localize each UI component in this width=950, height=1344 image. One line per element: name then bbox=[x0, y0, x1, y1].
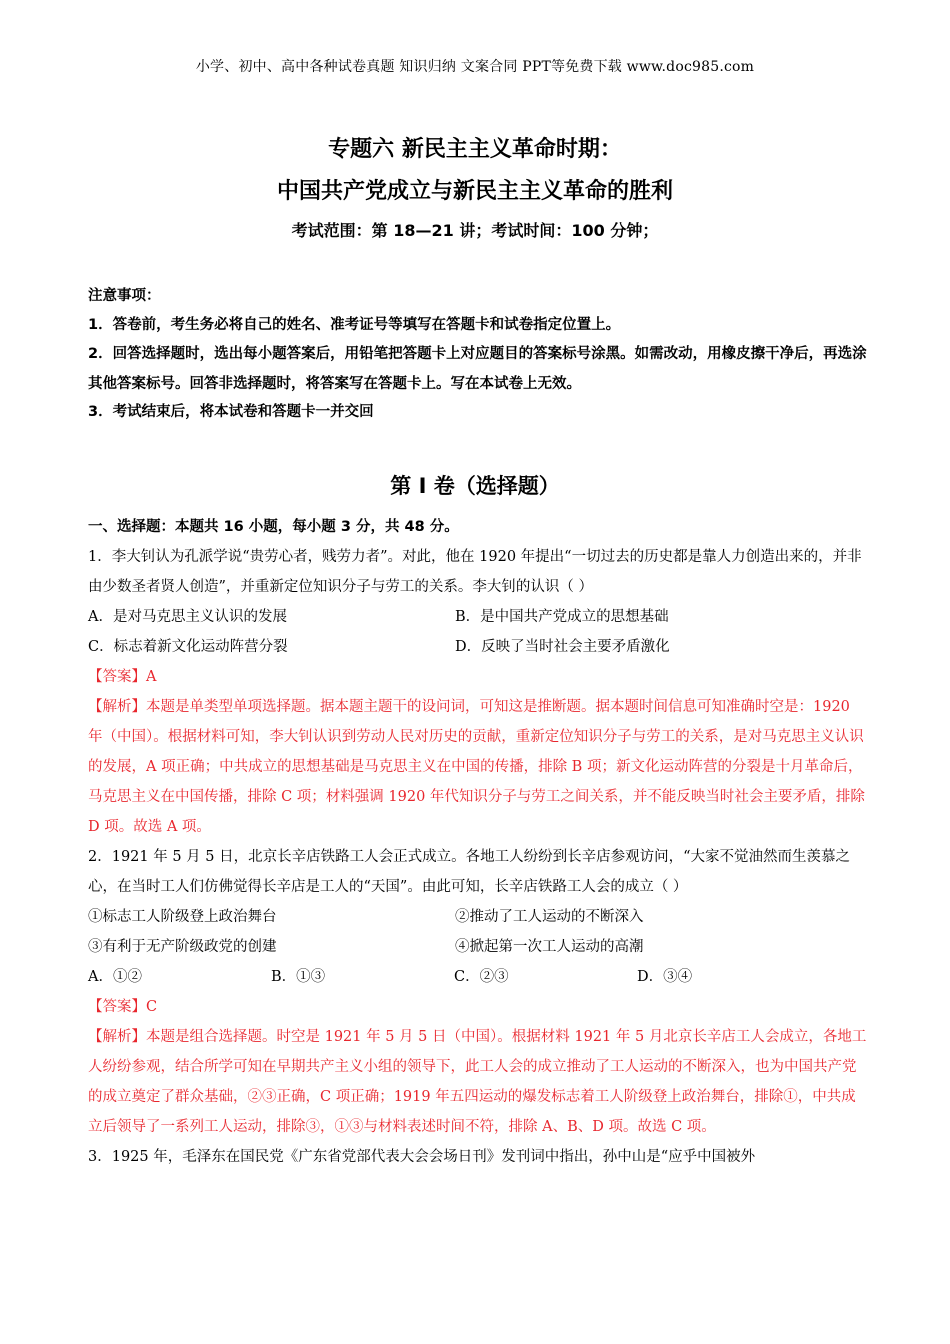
notice-item-2: 2．回答选择题时，选出每小题答案后，用铅笔把答题卡上对应题目的答案标号涂黑。如需改动，用橡皮擦干净后，再选涂其他答案标号。回答非选择题时，将答案写在答题卡上。写在本试卷上无效。 bbox=[88, 346, 867, 392]
title-line-2: 中国共产党成立与新民主主义革命的胜利 bbox=[276, 179, 673, 204]
notice-item-3: 3．考试结束后，将本试卷和答题卡一并交回 bbox=[88, 404, 374, 420]
question-2-option-a: A．①② bbox=[88, 969, 142, 985]
question-2-analysis: 【解析】本题是组合选择题。时空是 1921 年 5 月 5 日（中国）。根据材料 1921 年 5 月北京长辛店工人会成立，各地工人纷纷参观，结合所学可知在早期共产主义小组的领导下，此工人会的成立推动了工人运动的不断深入，也为中国共产党的成立奠定了群众基础，②③正确，C 项正确；1919 年五四运动的爆发标志着工人阶级登上政治舞台，排除①，中共成立后领导了一系列工人运动，排除③，①③与材料表述时间不符，排除 A、B、D 项。故选 C 项。 bbox=[88, 1029, 867, 1135]
question-2-statement-3: ③有利于无产阶级政党的创建 bbox=[88, 939, 277, 955]
title-line-1: 专题六 新民主主义革命时期： bbox=[328, 137, 622, 162]
question-3-stem: 3．1925 年，毛泽东在国民党《广东省党部代表大会会场日刊》发刊词中指出，孙中山是“应乎中国被外 bbox=[88, 1149, 756, 1165]
question-1-options-row-2 bbox=[88, 632, 868, 662]
question-2-stem: 2．1921 年 5 月 5 日，北京长辛店铁路工人会正式成立。各地工人纷纷到长辛店参观访问，“大家不觉油然而生羡慕之心，在当时工人们仿佛觉得长辛店是工人的“天国”。由此可知，长辛店铁路工人会的成立（ ） bbox=[88, 849, 851, 895]
question-2-option-b: B．①③ bbox=[271, 969, 326, 985]
question-1-options-row-1 bbox=[88, 602, 868, 632]
question-2-option-d: D．③④ bbox=[637, 969, 693, 985]
question-1-stem: 1．李大钊认为孔派学说“贵劳心者，贱劳力者”。对此，他在 1920 年提出“一切过去的历史都是靠人力创造出来的，并非由少数圣者贤人创造”，并重新定位知识分子与劳工的关系。李大钊的认识（ ） bbox=[88, 549, 862, 595]
question-2-statements-row-1 bbox=[88, 902, 868, 932]
notice-heading: 注意事项： bbox=[88, 288, 161, 304]
notice-item-1: 1．答卷前，考生务必将自己的姓名、准考证号等填写在答题卡和试卷指定位置上。 bbox=[88, 317, 621, 333]
question-2-statement-4: ④掀起第一次工人运动的高潮 bbox=[455, 939, 644, 955]
exam-scope: 考试范围：第 18—21 讲；考试时间：100 分钟； bbox=[291, 221, 659, 240]
section-title: 第 I 卷（选择题） bbox=[390, 474, 560, 498]
questions-content bbox=[88, 512, 868, 1172]
question-1-answer: 【答案】A bbox=[88, 669, 157, 685]
question-1-option-c: C．标志着新文化运动阵营分裂 bbox=[88, 639, 288, 655]
question-2-option-c: C．②③ bbox=[454, 969, 509, 985]
question-1-analysis: 【解析】本题是单类型单项选择题。据本题主题干的设问词，可知这是推断题。据本题时间信息可知准确时空是：1920 年（中国）。根据材料可知，李大钊认识到劳动人民对历史的贡献，重新定位知识分子与劳工的关系，是对马克思主义认识的发展，A 项正确；中共成立的思想基础是马克思主义在中国的传播，排除 B 项；新文化运动阵营的分裂是十月革命后，马克思主义在中国传播，排除 C 项；材料强调 1920 年代知识分子与劳工之间关系，并不能反映当时社会主要矛盾，排除 D 项。故选 A 项。 bbox=[88, 699, 865, 835]
site-header: 小学、初中、高中各种试卷真题 知识归纳 文案合同 PPT等免费下载 www.doc985.com bbox=[195, 59, 755, 75]
question-2-options bbox=[88, 962, 868, 992]
question-1-option-d: D．反映了当时社会主要矛盾激化 bbox=[455, 639, 670, 655]
part-heading: 一、选择题：本题共 16 小题，每小题 3 分，共 48 分。 bbox=[88, 519, 459, 535]
question-2-statements-row-2 bbox=[88, 932, 868, 962]
question-2-statement-2: ②推动了工人运动的不断深入 bbox=[455, 909, 644, 925]
question-2-statement-1: ①标志工人阶级登上政治舞台 bbox=[88, 909, 277, 925]
question-2-answer: 【答案】C bbox=[88, 999, 158, 1015]
question-1-option-a: A．是对马克思主义认识的发展 bbox=[88, 609, 287, 625]
question-1-option-b: B．是中国共产党成立的思想基础 bbox=[455, 609, 669, 625]
